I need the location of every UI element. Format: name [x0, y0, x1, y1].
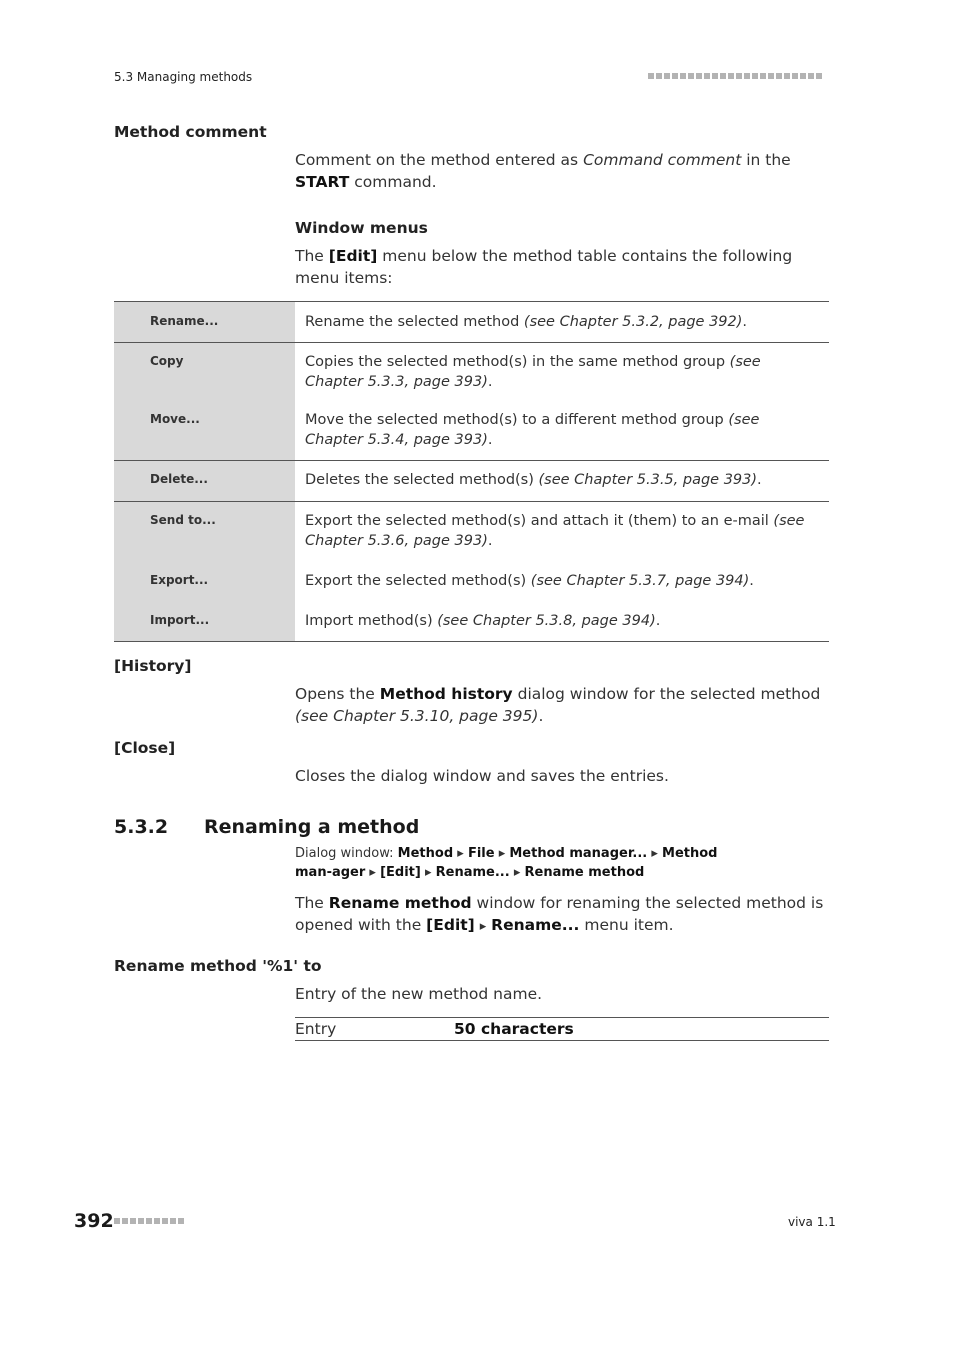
text-segment: dialog window for the selected method — [512, 685, 821, 703]
menu-key: Move... — [114, 402, 295, 461]
desc-ref: (see Chapter 5.3.5, page 393) — [538, 472, 758, 488]
text-segment-bold: [Edit] — [328, 247, 378, 265]
text-segment-italic: Command comment — [583, 151, 742, 169]
text-segment: menu item. — [579, 916, 674, 934]
menu-desc: Export the selected method(s) (see Chapter 5.3.7, page 394). — [305, 572, 754, 589]
method-comment-text — [295, 149, 829, 193]
desc-ref: (see Chapter 5.3.4, page 393) — [305, 411, 760, 448]
page-number: 392 — [74, 1210, 114, 1232]
path-item: Method manager... — [509, 846, 648, 861]
history-label: [History] — [114, 657, 192, 675]
desc-text: Export the selected method(s) — [305, 572, 531, 589]
footer-dots-decoration — [114, 1218, 184, 1224]
window-menus-intro — [295, 245, 829, 289]
text-segment-italic: (see Chapter 5.3.10, page 395) — [295, 707, 539, 725]
text-segment-bold: [Edit] — [426, 916, 475, 934]
text-segment: command. — [349, 173, 437, 191]
desc-text: Rename the selected method — [305, 314, 524, 330]
triangle-right-icon: ▸ — [369, 865, 376, 880]
running-header: 5.3 Managing methods — [114, 70, 253, 84]
table-row — [114, 602, 829, 642]
desc-ref: (see Chapter 5.3.3, page 393) — [305, 354, 761, 390]
triangle-right-icon: ▸ — [513, 865, 521, 880]
triangle-right-icon: ▸ — [479, 919, 487, 934]
method-comment-label: Method comment — [114, 123, 267, 141]
text-segment: Opens the — [295, 685, 380, 703]
text-segment: The — [295, 247, 329, 265]
window-menus-heading: Window menus — [295, 219, 428, 237]
history-text: Opens the Method history dialog window for the selected method (see Chapter 5.3.10, page 395). — [295, 685, 821, 725]
table-row — [114, 502, 829, 562]
path-item: File — [467, 846, 495, 861]
desc-ref: (see Chapter 5.3.6, page 393) — [305, 513, 805, 549]
table-row — [114, 562, 829, 602]
entry-spec-table — [295, 1017, 829, 1041]
dialog-path — [295, 844, 755, 882]
triangle-right-icon: ▸ — [424, 865, 432, 880]
desc-text: Export the selected method(s) and attach it (them) to an e-mail — [305, 513, 774, 529]
menu-key: Copy — [114, 343, 295, 402]
menu-key: Import... — [114, 602, 295, 642]
menu-desc: Import method(s) (see Chapter 5.3.8, page 394). — [305, 612, 661, 629]
section-title: Renaming a method — [204, 816, 420, 838]
table-row — [114, 302, 829, 343]
close-label: [Close] — [114, 739, 176, 757]
menu-items-table — [114, 301, 829, 642]
text-segment-bold: Rename method — [328, 894, 472, 912]
text-segment: The — [295, 894, 329, 912]
triangle-right-icon: ▸ — [651, 846, 658, 861]
menu-desc: Deletes the selected method(s) (see Chapter 5.3.5, page 393). — [305, 472, 762, 488]
path-item: Method — [397, 846, 454, 861]
text-segment: menu below the method table contains the following menu items: — [295, 247, 793, 287]
desc-text: Copies the selected method(s) in the same method group — [305, 354, 730, 370]
rename-field-text: Entry of the new method name. — [295, 985, 543, 1003]
desc-ref: (see Chapter 5.3.7, page 394) — [530, 572, 750, 589]
text-segment-bold: Rename... — [491, 916, 580, 934]
entry-key: Entry — [295, 1020, 337, 1038]
table-row — [114, 461, 829, 502]
close-text: Closes the dialog window and saves the entries. — [295, 767, 669, 785]
path-item: Rename method — [524, 865, 645, 880]
section-description — [295, 892, 829, 938]
menu-desc: Rename the selected method (see Chapter 5.3.2, page 392). — [305, 314, 748, 330]
path-item: [Edit] — [380, 865, 421, 880]
entry-value: 50 characters — [454, 1020, 574, 1038]
section-number: 5.3.2 — [114, 816, 169, 838]
table-row — [114, 343, 829, 402]
path-item: Method man-ager — [295, 846, 718, 880]
text-segment: window for renaming the selected method is opened with the — [295, 894, 824, 934]
triangle-right-icon: ▸ — [498, 846, 506, 861]
menu-desc: Export the selected method(s) and attach it (them) to an e-mail (see Chapter 5.3.6, page 393). — [305, 513, 805, 549]
text-segment-bold: Method history — [379, 685, 513, 703]
desc-ref: (see Chapter 5.3.2, page 392) — [523, 314, 743, 330]
desc-text: Import method(s) — [305, 612, 438, 629]
menu-desc: Copies the selected method(s) in the same method group (see Chapter 5.3.3, page 393). — [305, 354, 761, 390]
desc-text: Move the selected method(s) to a different method group — [305, 411, 729, 428]
menu-key: Send to... — [114, 502, 295, 562]
table-row — [114, 402, 829, 461]
text-segment-bold: START — [295, 173, 350, 191]
text-segment: in the — [741, 151, 791, 169]
path-prefix: Dialog window: — [295, 846, 398, 861]
desc-ref: (see Chapter 5.3.8, page 394) — [437, 612, 656, 629]
menu-key: Rename... — [114, 302, 295, 343]
version-label: viva 1.1 — [788, 1215, 836, 1229]
desc-text: Deletes the selected method(s) — [305, 472, 539, 488]
rename-field-label: Rename method '%1' to — [114, 957, 322, 975]
path-item: Rename... — [435, 865, 510, 880]
menu-key: Delete... — [114, 461, 295, 502]
text-segment: Comment on the method entered as — [295, 151, 584, 169]
header-dots-decoration — [648, 73, 822, 79]
triangle-right-icon: ▸ — [457, 846, 464, 861]
menu-desc: Move the selected method(s) to a different method group (see Chapter 5.3.4, page 393). — [305, 411, 760, 448]
menu-key: Export... — [114, 562, 295, 602]
